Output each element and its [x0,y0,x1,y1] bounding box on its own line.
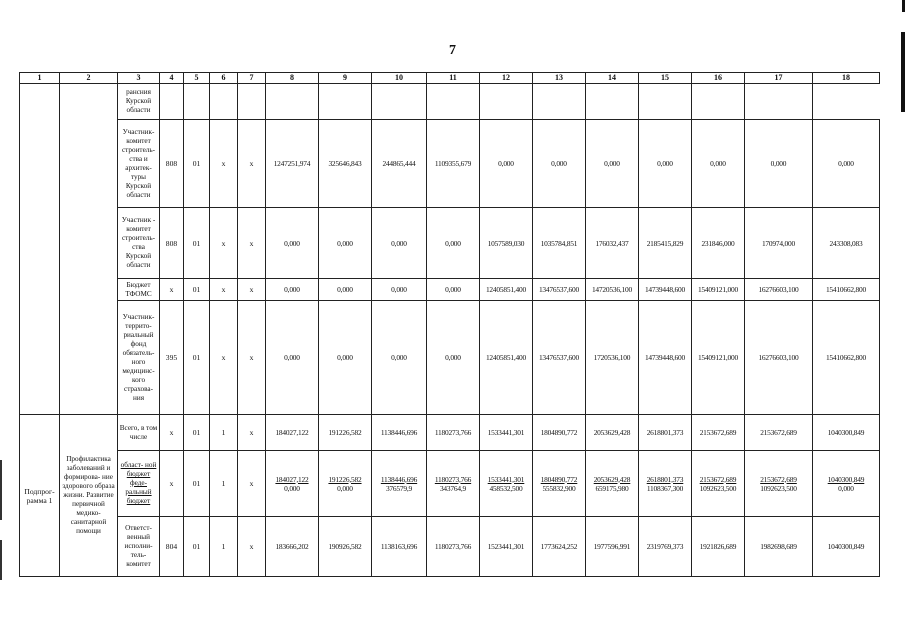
table-cell [745,84,813,120]
table-cell [639,84,692,120]
scan-edge-mark [0,460,2,520]
value-cell: 12405851,400 [480,301,533,415]
column-header: 3 [118,73,160,84]
column-header: 18 [813,73,880,84]
value-cell [266,451,319,517]
value-cell: 15410662,800 [813,301,880,415]
regional-value: 2618801,373 [646,474,684,484]
table-cell: х [160,279,184,301]
regional-value: 1138446,696 [380,474,418,484]
executor-cell: Участник- террито- риальный фонд обязатель- ного медицинс- кого страхова- ния [118,301,160,415]
table-cell [20,84,60,415]
value-cell: 2185415,829 [639,208,692,279]
regional-value: 1040300,849 [827,474,865,484]
value-cell: 0,000 [745,120,813,208]
executor-cell: рансния Курской области [118,84,160,120]
executor-cell: Ответст- венный исполни- тель- комитет [118,517,160,577]
value-cell: 0,000 [586,120,639,208]
executor-cell: Бюджет ТФОМС [118,279,160,301]
table-cell [160,84,184,120]
value-cell: 191226,582 [319,415,372,451]
value-cell [639,451,692,517]
value-cell: 15409121,000 [692,279,745,301]
table-cell: 1 [210,415,238,451]
value-cell: 15409121,000 [692,301,745,415]
value-cell [692,451,745,517]
column-header: 9 [319,73,372,84]
value-cell [586,451,639,517]
column-header: 7 [238,73,266,84]
budget-table [19,72,880,577]
value-cell: 2618801,373 [639,415,692,451]
column-header: 11 [427,73,480,84]
value-cell: 2153672,689 [745,415,813,451]
value-cell: 0,000 [639,120,692,208]
value-cell: 1057589,030 [480,208,533,279]
value-cell: 2053629,428 [586,415,639,451]
table-cell: 01 [184,208,210,279]
scan-edge-mark [0,540,2,580]
federal-value: 0,000 [838,483,854,493]
table-row [20,415,880,451]
executor-cell: Участник - комитет строитель- ства Курской области [118,208,160,279]
federal-value: 1108367,300 [646,483,684,493]
value-cell: 12405851,400 [480,279,533,301]
table-cell: х [160,415,184,451]
value-cell: 1982698,689 [745,517,813,577]
table-row [20,301,880,415]
subprogram-title-cell: Профилактика заболеваний и формирова- ние здорового образа жизни. Развитие первичной медико- санитарной помощи [60,415,118,577]
regional-value: 191226,582 [328,474,362,484]
federal-value: 343764,9 [439,483,467,493]
column-header: 15 [639,73,692,84]
column-header: 10 [372,73,427,84]
table-row [20,279,880,301]
regional-value: 1180273,766 [434,474,472,484]
table-row [20,120,880,208]
value-cell: 15410662,800 [813,279,880,301]
regional-value: 1533441,301 [487,474,525,484]
table-cell [266,84,319,120]
federal-value: 458532,500 [489,483,523,493]
value-cell: 0,000 [372,301,427,415]
value-cell: 14739448,600 [639,301,692,415]
table-cell: х [210,301,238,415]
value-cell: 16276603,100 [745,301,813,415]
value-cell: 14739448,600 [639,279,692,301]
regional-value: 2053629,428 [593,474,631,484]
value-cell: 14720536,100 [586,279,639,301]
federal-value: 0,000 [284,483,300,493]
table-cell: 808 [160,208,184,279]
value-cell: 1040300,849 [813,415,880,451]
table-cell: х [238,451,266,517]
value-cell: 13476537,600 [533,279,586,301]
value-cell [480,451,533,517]
table-cell: 808 [160,120,184,208]
subprogram-cell: Подпрог- рамма 1 [20,415,60,577]
table-cell [372,84,427,120]
table-cell: 395 [160,301,184,415]
column-header: 8 [266,73,319,84]
federal-value: 376579,9 [385,483,413,493]
table-cell [210,84,238,120]
table-cell: 01 [184,517,210,577]
value-cell: 1773624,252 [533,517,586,577]
value-cell: 183666,202 [266,517,319,577]
value-cell: 0,000 [266,279,319,301]
value-cell: 231846,000 [692,208,745,279]
table-cell: 804 [160,517,184,577]
table-cell [184,84,210,120]
value-cell: 0,000 [319,301,372,415]
column-header: 14 [586,73,639,84]
table-cell: 01 [184,279,210,301]
value-cell: 16276603,100 [745,279,813,301]
table-cell: х [210,208,238,279]
column-header: 5 [184,73,210,84]
column-header: 2 [60,73,118,84]
column-header: 16 [692,73,745,84]
table-cell: 1 [210,517,238,577]
value-cell: 2319769,373 [639,517,692,577]
table-cell [480,84,533,120]
table-cell: х [160,451,184,517]
value-cell: 0,000 [427,208,480,279]
regional-value: 184027,122 [275,474,309,484]
table-cell: 01 [184,415,210,451]
table-cell: 01 [184,120,210,208]
value-cell: 0,000 [427,301,480,415]
value-cell: 1921826,689 [692,517,745,577]
federal-value: 555832,900 [542,483,576,493]
table-cell [586,84,639,120]
federal-value: 1092623,500 [699,483,737,493]
table-cell: 01 [184,301,210,415]
regional-value: 2153672,689 [699,474,737,484]
value-cell [319,451,372,517]
value-cell: 0,000 [372,208,427,279]
value-cell: 0,000 [266,301,319,415]
table-cell [533,84,586,120]
column-header: 13 [533,73,586,84]
table-cell: 01 [184,451,210,517]
table-row [20,517,880,577]
header-row [20,73,880,84]
table-cell [692,84,745,120]
value-cell [427,451,480,517]
value-cell: 0,000 [319,279,372,301]
table-row [20,84,880,120]
table-cell: х [210,279,238,301]
value-cell: 1180273,766 [427,415,480,451]
executor-cell: Всего, в том числе [118,415,160,451]
value-cell: 0,000 [372,279,427,301]
value-cell: 1109355,679 [427,120,480,208]
table-row [20,451,880,517]
value-cell [813,451,880,517]
page-number: 7 [449,43,456,58]
value-cell [745,451,813,517]
column-header: 12 [480,73,533,84]
table-cell [319,84,372,120]
value-cell: 1138163,696 [372,517,427,577]
table-cell: х [238,517,266,577]
value-cell: 190926,582 [319,517,372,577]
value-cell: 1720536,100 [586,301,639,415]
value-cell: 176032,437 [586,208,639,279]
column-header: 6 [210,73,238,84]
table-cell: х [238,208,266,279]
value-cell: 1040300,849 [813,517,880,577]
regional-value: 2153672,689 [760,474,797,484]
value-cell: 0,000 [692,120,745,208]
value-cell: 1533441,301 [480,415,533,451]
value-cell [533,451,586,517]
value-cell: 13476537,600 [533,301,586,415]
value-cell: 1035784,851 [533,208,586,279]
value-cell: 243308,083 [813,208,880,279]
value-cell [372,451,427,517]
federal-value: 0,000 [337,483,353,493]
value-cell: 1977596,991 [586,517,639,577]
value-cell: 0,000 [813,120,880,208]
table-row [20,208,880,279]
column-header: 4 [160,73,184,84]
value-cell: 1138446,696 [372,415,427,451]
value-cell: 1804890,772 [533,415,586,451]
value-cell: 2153672,689 [692,415,745,451]
table-cell [238,84,266,120]
column-header: 1 [20,73,60,84]
value-cell: 1247251,974 [266,120,319,208]
table-cell [427,84,480,120]
value-cell: 1180273,766 [427,517,480,577]
value-cell: 0,000 [480,120,533,208]
regional-value: 1804890,772 [540,474,578,484]
table-cell: х [238,279,266,301]
table-cell: х [238,301,266,415]
value-cell: 0,000 [266,208,319,279]
value-cell: 170974,000 [745,208,813,279]
federal-value: 659175,980 [595,483,629,493]
column-header: 17 [745,73,813,84]
value-cell: 0,000 [319,208,372,279]
value-cell: 1523441,301 [480,517,533,577]
table-cell: 1 [210,451,238,517]
table-cell: х [238,120,266,208]
value-cell: 244865,444 [372,120,427,208]
table-cell: х [210,120,238,208]
value-cell: 0,000 [533,120,586,208]
table-cell [60,84,118,415]
executor-cell: Участник- комитет строитель- ства и архитек- туры Курской области [118,120,160,208]
table-cell: х [238,415,266,451]
value-cell: 0,000 [427,279,480,301]
value-cell: 325646,843 [319,120,372,208]
value-cell: 184027,122 [266,415,319,451]
executor-cell: област- ной бюджет феде- ральный бюджет [118,451,160,517]
federal-value: 1092623,500 [760,483,797,493]
